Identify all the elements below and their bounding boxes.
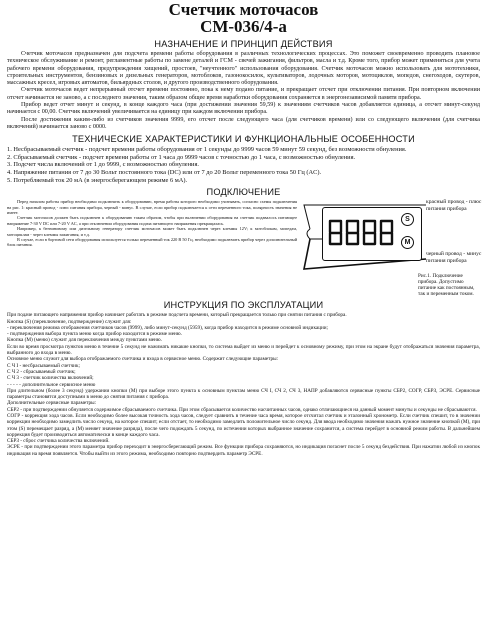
purpose-paragraph: После достижения каким-либо из счетчиков значения 9999, его отсчет после следующего часа (для счетчиков времени) или со следующего включения (для счетчика включений) начинается заново с 0000. bbox=[7, 116, 480, 130]
manual-line: Дополнительные сервисные параметры: bbox=[7, 400, 97, 407]
manual-line: - - - - - дополнительное сервисное меню bbox=[7, 381, 96, 388]
manual-line: СБР2 - при подтверждении обнуляется содержимое сбрасываемого счетчика. При этом сбрасывается количество насчитанных часов, однако отличающиеся на данный момент минуты и секунды не сбрасываются. bbox=[7, 406, 477, 413]
red-wire-label: красный провод - плюс питания прибора bbox=[426, 199, 482, 212]
manual-line: СБРЗ - сброс счетчика количества включений. bbox=[7, 438, 110, 445]
spec-item: 2. Сбрасываемый счетчик - подсчет времени работы от 1 часа до 9999 часов с точностью до 1 часа, с возможностью обнуления. bbox=[7, 153, 356, 161]
digit-display bbox=[327, 218, 397, 248]
s-button-icon: S bbox=[401, 213, 414, 226]
m-button-icon: M bbox=[401, 236, 414, 249]
purpose-paragraph: Счетчик моточасов ведет непрерывный отсчет времени постоянно, пока к нему подано питание, и прекращает отсчет при отключении питания. При повторном включении отсчет начинается не заново, а с последнего значения, таким образом общее время наработки оборудования сохраняется в энергонезависимой памяти прибора. bbox=[7, 87, 480, 101]
spec-item: 5. Потребляемый ток 20 мА (в энергосберегающем режиме 6 мА). bbox=[7, 176, 188, 184]
connect-section bbox=[7, 199, 480, 297]
manual-line: - переключения режима отображения счетчиков часов (9999), либо минут-секунд (5959), когда прибор находится в режиме основной индикации; bbox=[7, 324, 328, 331]
connect-paragraph: В случае, если в бортовой сети оборудования используется только переменный ток 220 В 50 Гц, необходимо подключить прибор через дополнительный блок питания. bbox=[7, 237, 297, 248]
connect-text bbox=[7, 199, 297, 297]
specs-heading: ТЕХНИЧЕСКИЕ ХАРАКТЕРИСТИКИ И ФУНКЦИОНАЛЬНЫЕ ОСОБЕННОСТИ bbox=[72, 134, 415, 145]
spec-item: 4. Напряжение питания от 7 до 30 Вольт постоянного тока (DC) или от 7 до 20 Вольт переменного тока 50 Гц (AC). bbox=[7, 169, 322, 177]
manual-line: Основное меню служит для выбора отображаемого счетчика и входа в сервисное меню. Содержит следующие параметры: bbox=[7, 356, 279, 363]
manual-line: При длительном (более 3 секунд) удержании кнопки (M) при выборе этого пункта к основным пунктам меню СЧ I, СЧ 2, СЧ 3, НАПР добавляются сервисные пункты СБР2, СОГР, СБРЗ, ЭСРЕ. Сервисные параметры становятся доступными в меню до снятия питания с прибора. bbox=[7, 387, 480, 401]
counter-device bbox=[322, 207, 422, 261]
manual-body bbox=[7, 312, 480, 457]
manual-line: При подаче питающего напряжения прибор начинает работать в режиме подсчета времени, который прекращается только при снятии питания с прибора. bbox=[7, 312, 347, 319]
manual-line: Кнопка (S) (переключение, подтверждение) служит для: bbox=[7, 318, 132, 325]
purpose-heading: НАЗНАЧЕНИЕ И ПРИНЦИП ДЕЙСТВИЯ bbox=[154, 39, 333, 49]
connect-paragraph: Перед началом работы прибор необходимо подключить к оборудованию, время работы которого необходимо учитывать, согласно схемы подключения на рис. 1: красный провод - плюс питания прибора, черный - минус. В случае, если прибор подключается к сети переменного тока, полярность значения не имеет. bbox=[7, 199, 297, 216]
connect-paragraph: Например, к бензиновому или дизельному генератору счетчик моточасов может быть подключен через клеммы 12V; к мотоблокам, мопедам, мотоциклам - через клеммы зажигания, и т.д. bbox=[7, 226, 297, 237]
manual-line: СОГР - коррекция хода часов. Если необходимо более высокая точность хода часов, следует сравнить в течение часа время, которое отсчитал счетчик и эталонный хронометр. Если счетчик спешит, то в значении коррекции необходимо замедлить число секунд, на которое спешит; если отстает, то необходимо замедлить положительное число секунд. Для ввода необходимо значения нажать нужное значение кнопкой (M), при этом (S) перемещает разряд, а (M) меняет значение разряда), после чего подождать 5 секунд, по истечении которых выбранное значение сохранится, а система перейдет в основной режим работы. В дальнейшем коррекция будет производиться автоматически в конце каждого часа. bbox=[7, 412, 480, 438]
wiring-figure bbox=[300, 199, 480, 297]
purpose-paragraph: Счетчик моточасов предназначен для подсчета времени работы оборудования в различных технологических процессах. Это поможет своевременно проводить плановое техническое обслуживание и ремонт, регламентные работы по замене деталей и ГСМ - свечей зажигания, фильтров, масла и т.д. Кроме того, прибор может применяться для учета рабочего времени оборудования, предупреждения хищений, простоев, "неучтенного" использования оборудования. Счетчик моточасов можно использовать для мототехники, строительных инструментов, бензиновых и дизельных генераторов, мотоблоков, газонокосилок, культиваторов, лодочных моторов, мотоциклов, мопедов, снегоходов, скутеров, массажных кресел, игровых автоматов, бильярдных столов, и другого производственного оборудования. bbox=[7, 51, 480, 87]
manual-line: Кнопка (M) (меню) служит для переключения между пунктами меню. bbox=[7, 337, 162, 344]
manual-line: С Ч 2 - сбрасываемый счетчик; bbox=[7, 368, 76, 375]
figure-caption: Рис.1. Подключение прибора. Допустимо питание как постоянным, так и переменным током. bbox=[418, 273, 475, 298]
manual-line: С Ч 3 - счетчик количества включений; bbox=[7, 375, 94, 382]
manual-line: - подтверждения выбора пункта меню когда прибор находится в режиме меню. bbox=[7, 331, 182, 338]
document-title: Счетчик моточасов bbox=[168, 0, 319, 19]
manual-line: ЭСРЕ - при подтверждении этого параметра прибор переходит в энергосберегающий режим. Все функции прибора сохраняются, но индикация погаснет после 5 секунд бездействия. При нажатии любой из кнопок индикация на время появляется. Чтобы выйти из этого режима, необходимо повторно подтвердить параметр ЭСРЕ. bbox=[7, 444, 480, 457]
connect-heading: ПОДКЛЮЧЕНИЕ bbox=[206, 187, 281, 198]
spec-item: 3. Подсчет числа включений от 1 до 9999, с возможностью обнуления. bbox=[7, 161, 199, 169]
black-wire-label: черный провод - минус питания прибора bbox=[426, 251, 482, 264]
manual-heading: ИНСТРУКЦИЯ ПО ЭКСПЛУАТАЦИИ bbox=[163, 300, 324, 311]
purpose-paragraph: Прибор ведет отчет минут и секунд, в конце каждого часа (при достижении значения 59,59) к значениям счетчиков часов добавляется единица, а отсчет минут-секунд начинается с 00,00. Счетчик включений увеличивается на единицу при каждом включении прибора. bbox=[7, 102, 480, 116]
model-title: СМ-036/4-а bbox=[200, 17, 287, 36]
connect-paragraph: Счетчик моточасов должен быть подключен к оборудованию таким образом, чтобы при включении оборудования на счетчик подавалось питающее напряжение 7-30 V DC или 7-20 V AC, а при отключении оборудования подача питающего напряжения прекращалась. bbox=[7, 215, 297, 226]
manual-line: С Ч I - несбрасываемый счетчик; bbox=[7, 362, 80, 369]
manual-line: Если во время просмотра пунктов меню в течение 5 секунд не нажимать никакие кнопки, то система выйдет из меню и перейдет к основному режиму, при этом на экране будут отображаться значения параметра, выбранного до входа в меню. bbox=[7, 343, 480, 357]
spec-item: 1. Несбрасываемый счетчик - подсчет времени работы оборудования от 1 секунды до 9999 часов 59 минут 59 секунд, без возможности обнуления. bbox=[7, 146, 407, 154]
